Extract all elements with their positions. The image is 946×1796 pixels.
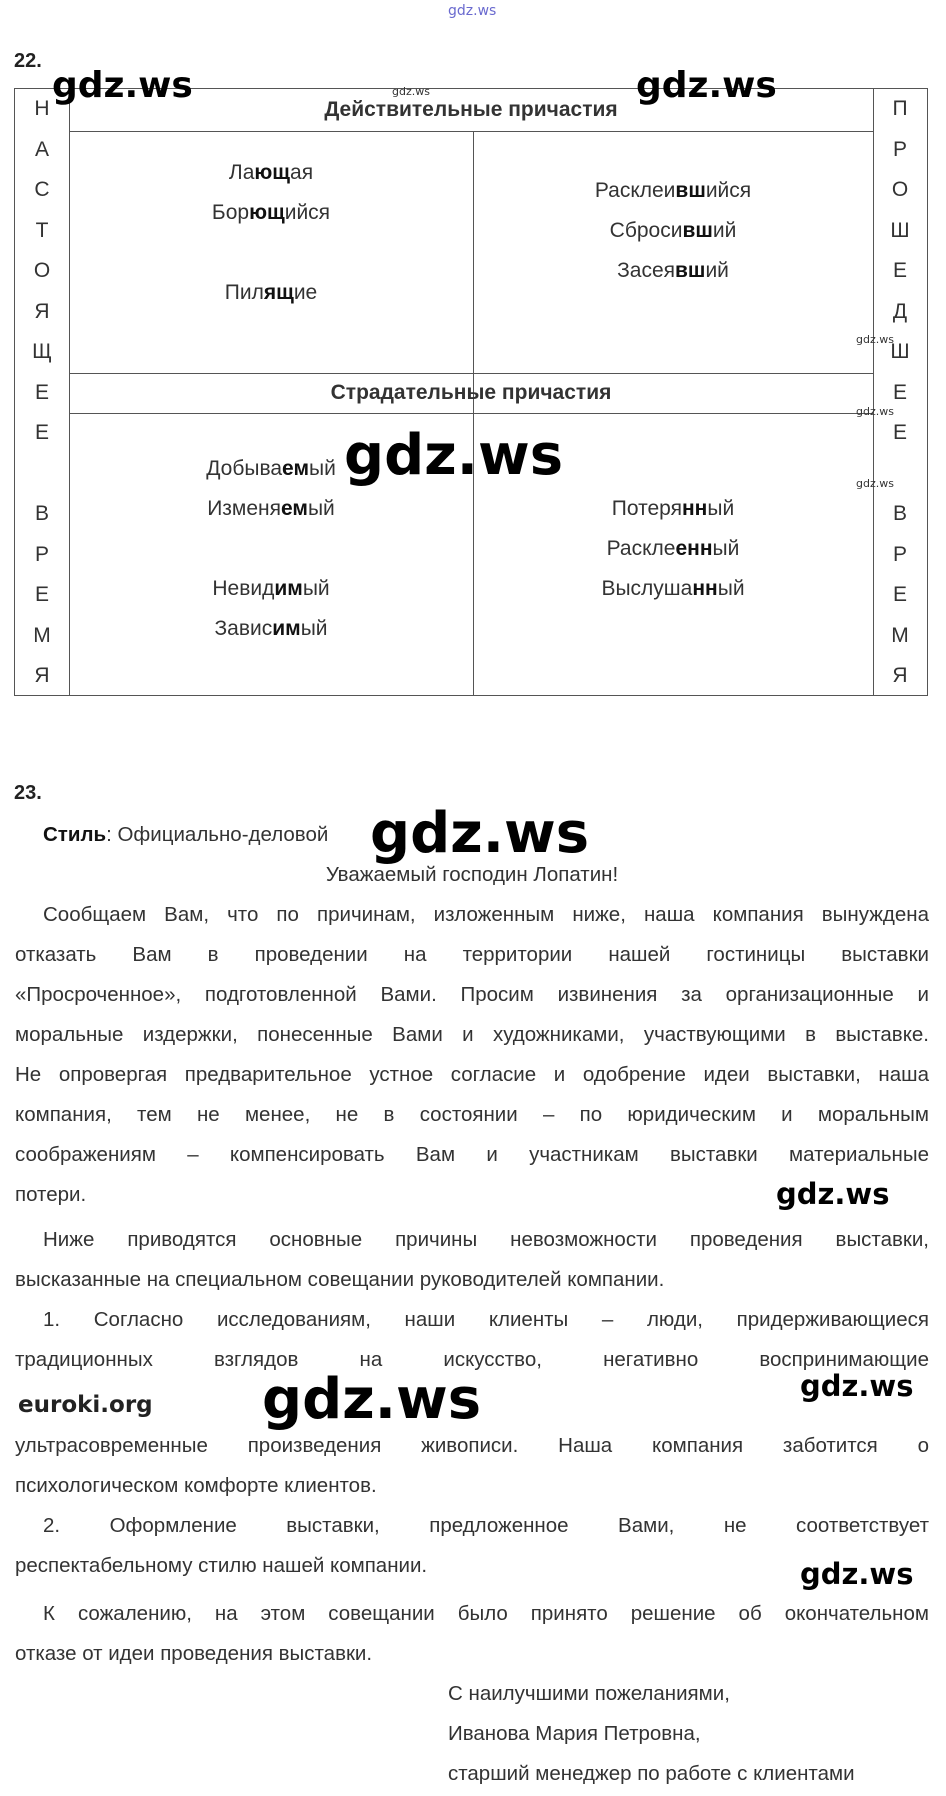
- side-letter: О: [891, 178, 909, 201]
- letter-line: ультрасовременные произведения живописи. Наша компания заботится о: [15, 1434, 929, 1457]
- table-divider: [69, 413, 873, 414]
- signature-line: старший менеджер по работе с клиентами: [448, 1762, 855, 1785]
- side-letter: Е: [892, 259, 907, 282]
- side-letter: О: [33, 259, 51, 282]
- letter-line: 1. Согласно исследованиям, наши клиенты – люди, придерживающиеся: [43, 1308, 929, 1331]
- watermark: gdz.ws: [370, 801, 590, 866]
- side-letter: А: [34, 137, 49, 161]
- side-letter: Ш: [890, 218, 910, 242]
- signature-line: Иванова Мария Петровна,: [448, 1722, 701, 1745]
- side-letter: Е: [892, 380, 907, 404]
- style-label: Стиль: [43, 823, 107, 846]
- active-present-cell: [69, 153, 473, 313]
- letter-line: традиционных взглядов на искусство, негативно воспринимающие: [15, 1348, 929, 1371]
- task-22-number: 22.: [14, 50, 42, 72]
- side-letter: С: [34, 178, 50, 201]
- participle-word: Потерянный: [611, 497, 735, 520]
- side-letter: В: [892, 502, 907, 525]
- letter-line: отказать Вам в проведении на территории нашей гостиницы выставки: [15, 943, 929, 966]
- participle-word: Борющийся: [211, 201, 331, 224]
- participle-word: Расклеившийся: [594, 179, 752, 202]
- participle-word: Сбросивший: [609, 219, 737, 242]
- table-divider: [69, 373, 873, 374]
- signature-line: С наилучшими пожеланиями,: [448, 1682, 730, 1705]
- past-tense-label: [873, 89, 927, 697]
- watermark-euroki: euroki.org: [18, 1392, 153, 1418]
- participle-word: Добываемый: [206, 457, 336, 480]
- task-23-number: 23.: [14, 782, 42, 804]
- letter-greeting: Уважаемый господин Лопатин!: [325, 863, 619, 886]
- side-letter: Р: [34, 542, 49, 566]
- present-tense-label: [15, 89, 69, 697]
- side-letter: Е: [34, 583, 49, 606]
- watermark: gdz.ws: [344, 423, 564, 488]
- letter-line: отказе от идеи проведения выставки.: [15, 1642, 373, 1665]
- letter-line: респектабельному стилю нашей компании.: [15, 1554, 428, 1577]
- watermark: gdz.ws: [800, 1369, 914, 1403]
- watermark: gdz.ws: [636, 65, 777, 106]
- side-letter: Щ: [32, 340, 52, 363]
- watermark-small: gdz.ws: [856, 477, 894, 490]
- side-letter: В: [34, 502, 49, 525]
- side-letter: М: [33, 623, 51, 647]
- side-letter: М: [891, 623, 909, 647]
- participle-word: Зависимый: [214, 617, 328, 640]
- side-letter: Е: [34, 421, 49, 444]
- style-value: : Официально-деловой: [106, 823, 329, 846]
- letter-line: высказанные на специальном совещании руководителей компании.: [15, 1268, 665, 1291]
- side-letter: Я: [892, 664, 908, 687]
- watermark-small: gdz.ws: [856, 405, 894, 418]
- letter-line: Сообщаем Вам, что по причинам, изложенным ниже, наша компания вынуждена: [43, 903, 929, 926]
- table-divider: [69, 131, 873, 132]
- participle-word: Выслушанный: [601, 577, 745, 600]
- participle-word: Расклеенный: [606, 537, 740, 560]
- participle-word: Пилящие: [224, 281, 318, 304]
- side-letter: Я: [34, 299, 50, 323]
- passive-past-cell: [473, 489, 873, 609]
- side-letter: Т: [35, 218, 49, 242]
- watermark: gdz.ws: [52, 65, 193, 106]
- letter-line: психологическом комфорте клиентов.: [15, 1474, 377, 1497]
- letter-line: моральные издержки, понесенные Вами и художниками, участвующими в выставке.: [15, 1023, 929, 1046]
- letter-line: Не опровергая предварительное устное согласие и одобрение идеи выставки, наша: [15, 1063, 929, 1086]
- letter-line: 2. Оформление выставки, предложенное Вами, не соответствует: [43, 1514, 929, 1537]
- letter-line: К сожалению, на этом совещании было принято решение об окончательном: [43, 1602, 929, 1625]
- watermark-small: gdz.ws: [392, 85, 430, 98]
- side-letter: Е: [892, 421, 907, 444]
- participle-word: Засеявший: [617, 259, 729, 282]
- watermark: gdz.ws: [262, 1367, 482, 1432]
- side-letter: Р: [892, 137, 907, 161]
- watermark-small: gdz.ws: [856, 333, 894, 346]
- side-letter: Н: [34, 97, 50, 120]
- letter-line: соображениям – компенсировать Вам и участникам выставки материальные: [15, 1143, 929, 1166]
- letter-line: компания, тем не менее, не в состоянии – по юридическим и моральным: [15, 1103, 929, 1126]
- letter-line: потери.: [15, 1183, 87, 1206]
- watermark: gdz.ws: [800, 1557, 914, 1591]
- side-letter: Е: [34, 380, 49, 404]
- watermark-top: gdz.ws: [448, 3, 497, 19]
- participle-word: Лающая: [228, 161, 314, 184]
- side-letter: Р: [892, 542, 907, 566]
- side-letter: Д: [892, 299, 908, 323]
- letter-line: Ниже приводятся основные причины невозможности проведения выставки,: [43, 1228, 929, 1251]
- participle-word: Изменяемый: [207, 497, 335, 520]
- active-past-cell: [473, 171, 873, 291]
- active-participles-header: Действительные причастия: [324, 98, 618, 121]
- side-letter: Я: [34, 664, 50, 687]
- participle-word: Невидимый: [212, 577, 330, 600]
- side-letter: П: [892, 97, 908, 120]
- letter-line: «Просроченное», подготовленной Вами. Просим извинения за организационные и: [15, 983, 929, 1006]
- watermark: gdz.ws: [776, 1177, 890, 1211]
- passive-participles-header: Страдательные причастия: [330, 381, 612, 404]
- side-letter: Е: [892, 583, 907, 606]
- side-letter: Ш: [890, 340, 910, 363]
